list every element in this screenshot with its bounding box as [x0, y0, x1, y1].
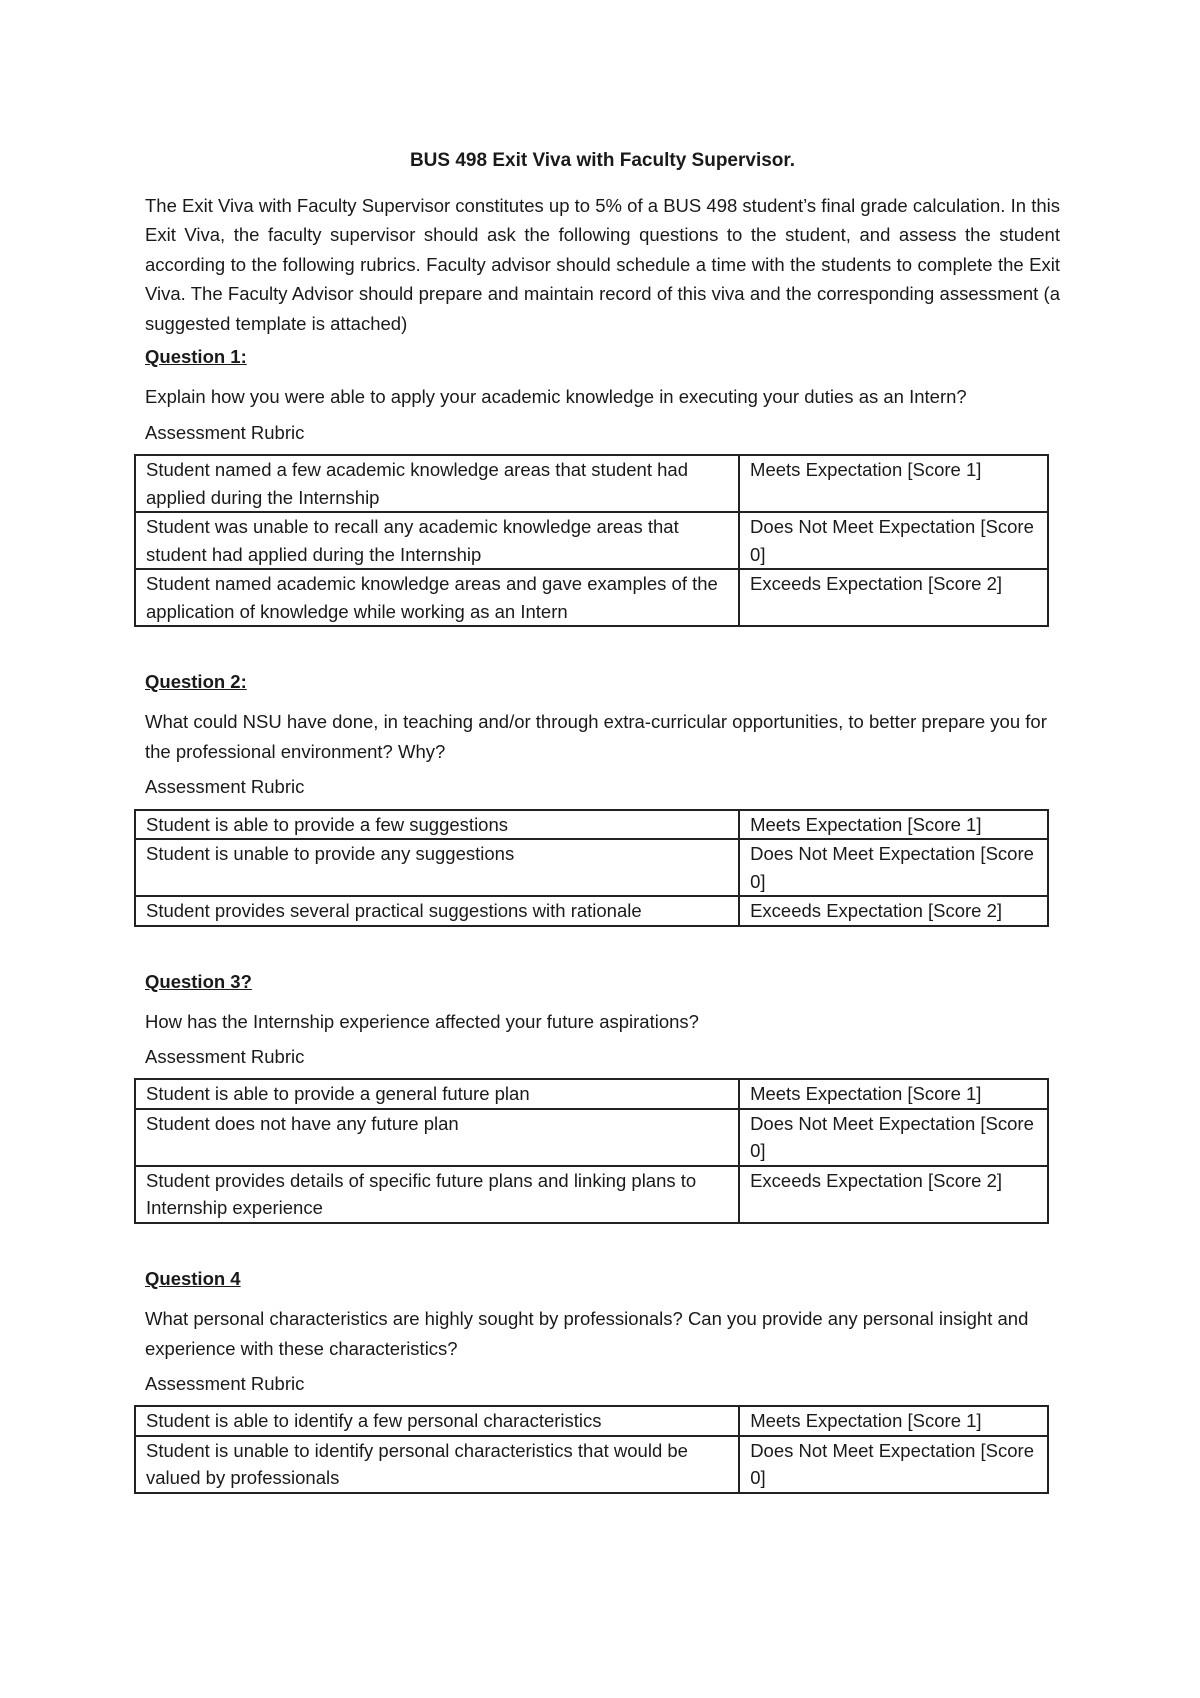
rubric-criterion: Student is unable to identify personal characteristics that would be valued by professionals: [135, 1436, 739, 1493]
rubric-criterion: Student provides several practical suggestions with rationale: [135, 896, 739, 926]
rubric-score: Meets Expectation [Score 1]: [739, 455, 1048, 512]
rubric-row: [135, 1436, 1048, 1493]
question-heading: Question 4: [145, 1267, 241, 1289]
rubric-criterion: Student was unable to recall any academic knowledge areas that student had applied during the Internship: [135, 512, 739, 569]
rubric-row: [135, 512, 1048, 569]
rubric-row: [135, 839, 1048, 896]
question-section: [145, 346, 1060, 627]
rubric-criterion: Student is unable to provide any suggestions: [135, 839, 739, 896]
rubric-score: Does Not Meet Expectation [Score 0]: [739, 1109, 1048, 1166]
rubric-row: [135, 1406, 1048, 1436]
rubric-score: Meets Expectation [Score 1]: [739, 810, 1048, 840]
rubric-score: Meets Expectation [Score 1]: [739, 1406, 1048, 1436]
rubric-criterion: Student named academic knowledge areas and gave examples of the application of knowledge while working as an Intern: [135, 569, 739, 626]
rubric-table: [134, 1078, 1049, 1224]
rubric-table: [134, 1405, 1049, 1494]
rubric-row: [135, 1079, 1048, 1109]
rubric-label: Assessment Rubric: [145, 1046, 305, 1068]
rubric-criterion: Student is able to provide a few suggestions: [135, 810, 739, 840]
rubric-row: [135, 896, 1048, 926]
rubric-score: Does Not Meet Expectation [Score 0]: [739, 512, 1048, 569]
question-text: How has the Internship experience affected your future aspirations?: [145, 1010, 699, 1032]
rubric-row: [135, 1166, 1048, 1223]
question-section: [145, 1268, 1060, 1494]
rubric-criterion: Student named a few academic knowledge areas that student had applied during the Internship: [135, 455, 739, 512]
question-heading: Question 3?: [145, 970, 252, 992]
rubric-label: Assessment Rubric: [145, 421, 305, 443]
rubric-score: Exceeds Expectation [Score 2]: [739, 896, 1048, 926]
question-heading: Question 2:: [145, 671, 247, 693]
rubric-score: Does Not Meet Expectation [Score 0]: [739, 839, 1048, 896]
rubric-criterion: Student does not have any future plan: [135, 1109, 739, 1166]
rubric-row: [135, 569, 1048, 626]
rubric-row: [135, 1109, 1048, 1166]
intro-paragraph: The Exit Viva with Faculty Supervisor constitutes up to 5% of a BUS 498 student’s final grade calculation. In this Exit Viva, the faculty supervisor should ask the following questions to the student, and assess the student according to the following rubrics. Faculty advisor should schedule a time with the students to complete the Exit Viva. The Faculty Advisor should prepare and maintain record of this viva and the corresponding assessment (a suggested template is attached): [145, 194, 1060, 334]
rubric-table: [134, 454, 1049, 627]
rubric-score: Does Not Meet Expectation [Score 0]: [739, 1436, 1048, 1493]
question-section: [145, 971, 1060, 1224]
rubric-score: Exceeds Expectation [Score 2]: [739, 569, 1048, 626]
questions-container: [145, 346, 1060, 1494]
rubric-criterion: Student is able to identify a few personal characteristics: [135, 1406, 739, 1436]
rubric-score: Meets Expectation [Score 1]: [739, 1079, 1048, 1109]
question-text: Explain how you were able to apply your academic knowledge in executing your duties as an Intern?: [145, 386, 967, 408]
question-heading: Question 1:: [145, 346, 247, 368]
question-text: What personal characteristics are highly sought by professionals? Can you provide any personal insight and experience with these characteristics?: [145, 1308, 1029, 1359]
rubric-criterion: Student is able to provide a general future plan: [135, 1079, 739, 1109]
document-title: BUS 498 Exit Viva with Faculty Supervisor.: [409, 150, 796, 171]
rubric-label: Assessment Rubric: [145, 776, 305, 798]
rubric-table: [134, 809, 1049, 927]
rubric-score: Exceeds Expectation [Score 2]: [739, 1166, 1048, 1223]
document-page: [145, 150, 1060, 1538]
rubric-label: Assessment Rubric: [145, 1373, 305, 1395]
question-section: [145, 671, 1060, 926]
rubric-row: [135, 455, 1048, 512]
rubric-row: [135, 810, 1048, 840]
rubric-criterion: Student provides details of specific future plans and linking plans to Internship experience: [135, 1166, 739, 1223]
question-text: What could NSU have done, in teaching and/or through extra-curricular opportunities, to better prepare you for the professional environment? Why?: [145, 711, 1047, 762]
